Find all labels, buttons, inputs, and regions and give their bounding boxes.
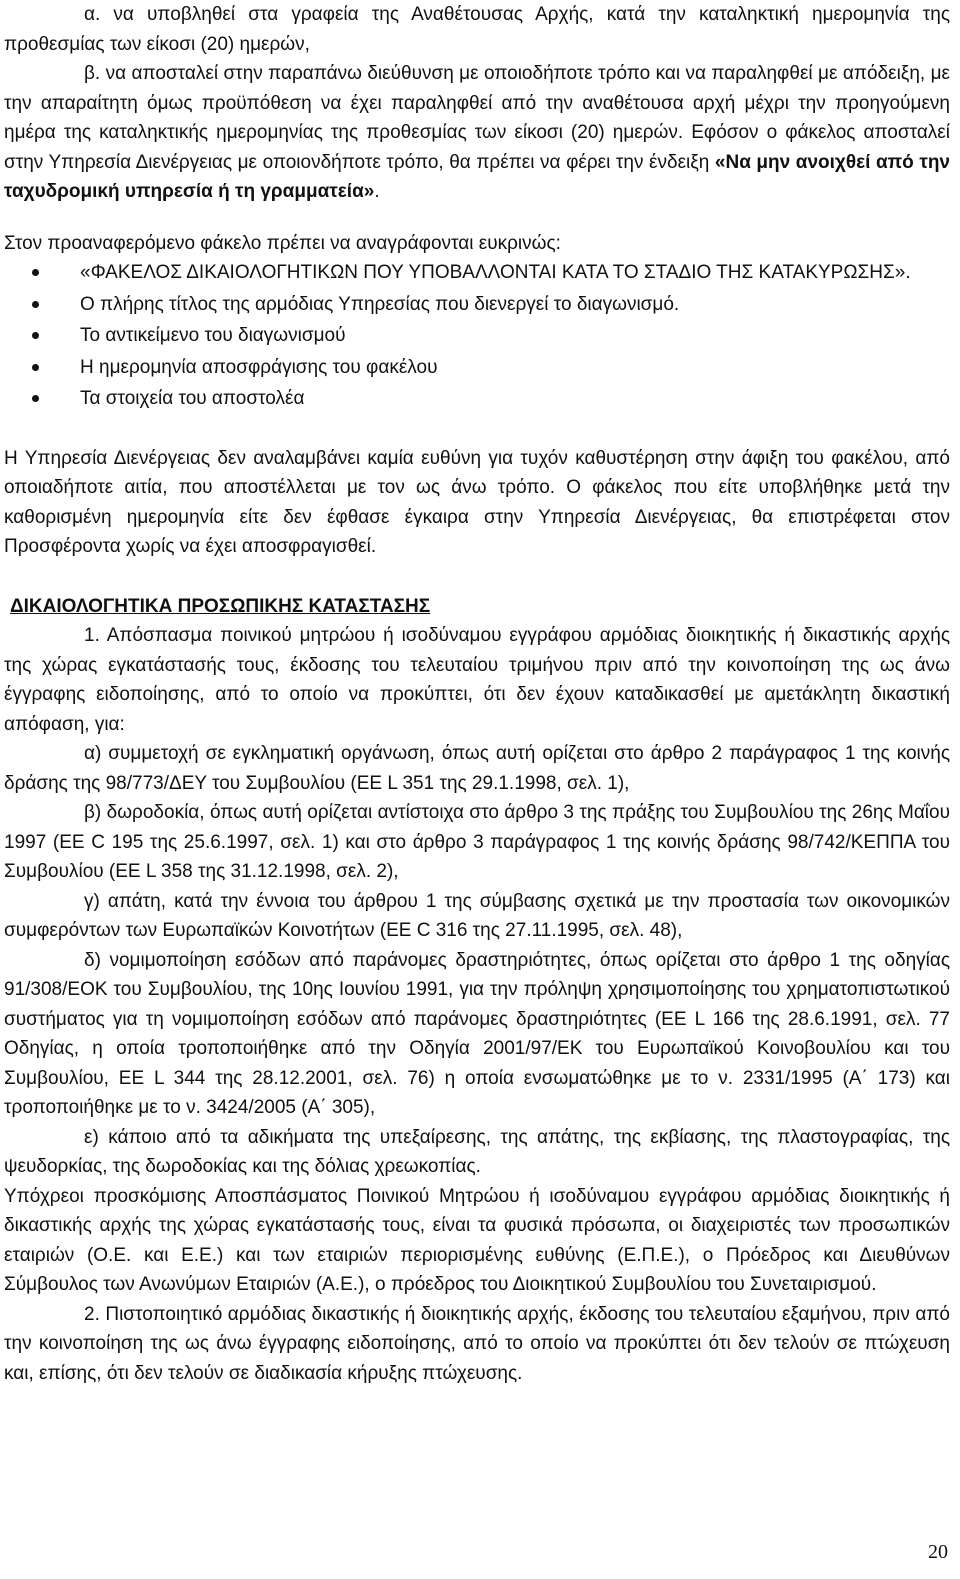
- page-number: 20: [928, 1540, 948, 1563]
- envelope-requirements-intro: Στον προαναφερόμενο φάκελο πρέπει να αναγράφονται ευκρινώς:: [4, 232, 561, 254]
- list-item: «ΦΑΚΕΛΟΣ ΔΙΚΑΙΟΛΟΓΗΤΙΚΩΝ ΠΟΥ ΥΠΟΒΑΛΛΟΝΤΑΙ ΚΑΤΑ ΤΟ ΣΤΑΔΙΟ ΤΗΣ ΚΑΤΑΚΥΡΩΣΗΣ».: [4, 258, 950, 288]
- spacer: [4, 207, 950, 229]
- spacer: [4, 562, 950, 592]
- paragraph-option-b: [4, 59, 950, 207]
- offence-item: β) δωροδοκία, όπως αυτή ορίζεται αντίστοιχα στο άρθρο 3 της πράξης του Συμβουλίου της 26ης Μαΐου 1997 (ΕΕ C 195 της 25.6.1997, σελ. 1) και στο άρθρο 3 παράγραφος 1 της κοινής δράσης 98/742/ΚΕΠΠΑ του Συμβουλίου (ΕΕ L 358 της 31.12.1998, σελ. 2),: [4, 802, 950, 882]
- section-heading: ΔΙΚΑΙΟΛΟΓΗΤΙΚΑ ΠΡΟΣΩΠΙΚΗΣ ΚΑΤΑΣΤΑΣΗΣ: [10, 595, 431, 617]
- list-item: Τα στοιχεία του αποστολέα: [4, 384, 950, 414]
- envelope-requirements-list: [4, 258, 950, 414]
- list-item: Ο πλήρης τίτλος της αρμόδιας Υπηρεσίας που διενεργεί το διαγωνισμό.: [4, 290, 950, 320]
- paragraph-option-a: α. να υποβληθεί στα γραφεία της Αναθέτουσας Αρχής, κατά την καταληκτική ημερομηνία της προθεσμίας των είκοσι (20) ημερών,: [4, 4, 950, 55]
- offence-item: γ) απάτη, κατά την έννοια του άρθρου 1 της σύμβασης σχετικά με την προστασία των οικονομικών συμφερόντων των Ευρωπαϊκών Κοινοτήτων (ΕΕ C 316 της 27.11.1995, σελ. 48),: [4, 890, 950, 941]
- numbered-paragraph-2: 2. Πιστοποιητικό αρμόδιας δικαστικής ή διοικητικής αρχής, έκδοσης του τελευταίου εξαμήνου, πριν από την κοινοποίηση της ως άνω έγγραφης ειδοποίησης, από το οποίο να προκύπτει ότι δεν τελούν σε πτώχευση και, επίσης, ότι δεν τελούν σε διαδικασία κήρυξης πτώχευσης.: [4, 1303, 950, 1384]
- paragraph-option-b-text: β. να αποσταλεί στην παραπάνω διεύθυνση με οποιοδήποτε τρόπο και να παραληφθεί με απόδειξη, με την απαραίτητη όμως προϋπόθεση να έχει παραληφθεί από την αναθέτουσα αρχή μέχρι την προηγούμενη ημέρα της καταληκτικής ημερομηνίας της προθεσμίας των είκοσι (20) ημερών. Εφόσον ο φάκελος αποσταλεί στην Υπηρεσία Διενέργειας με οποιονδήποτε τρόπο, θα πρέπει να φέρει την ένδειξη: [4, 63, 950, 173]
- numbered-paragraph-1: 1. Απόσπασμα ποινικού μητρώου ή ισοδύναμου εγγράφου αρμόδιας διοικητικής ή δικαστικής αρχής της χώρας εγκατάστασής τους, έκδοσης του τελευταίου τριμήνου πριν από την κοινοποίηση της ως άνω έγγραφης ειδοποίησης, από το οποίο να προκύπτει, ότι δεν έχουν καταδικασθεί με αμετάκλητη δικαστική απόφαση, για:: [4, 625, 950, 735]
- offence-item: ε) κάποιο από τα αδικήματα της υπεξαίρεσης, της απάτης, της εκβίασης, της πλαστογραφίας, της ψευδορκίας, της δωροδοκίας και της δόλιας χρεωκοπίας.: [4, 1126, 950, 1177]
- list-item: Το αντικείμενο του διαγωνισμού: [4, 321, 950, 351]
- paragraph-option-b-end: .: [374, 181, 380, 202]
- obligated-persons-paragraph: Υπόχρεοι προσκόμισης Αποσπάσματος Ποινικού Μητρώου ή ισοδύναμου εγγράφου αρμόδιας διοικητικής ή δικαστικής αρχής της χώρας εγκατάστασής τους, είναι τα φυσικά πρόσωπα, οι διαχειριστές των προσωπικών εταιριών (Ο.Ε. και Ε.Ε.) και των εταιριών περιορισμένης ευθύνης (Ε.Π.Ε.), ο Πρόεδρος και Διευθύνων Σύμβουλος των Ανωνύμων Εταιριών (Α.Ε.), ο πρόεδρος του Διοικητικού Συμβουλίου του Συνεταιρισμού.: [4, 1185, 950, 1295]
- liability-paragraph: Η Υπηρεσία Διενέργειας δεν αναλαμβάνει καμία ευθύνη για τυχόν καθυστέρηση στην άφιξη του φακέλου, από οποιαδήποτε αιτία, που αποστέλλεται με τον ως άνω τρόπο. Ο φάκελος που είτε υποβλήθηκε μετά την καθορισμένη ημερομηνία είτε δεν έφθασε έγκαιρα στην Υπηρεσία Διενέργειας, θα επιστρέφεται στον Προσφέροντα χωρίς να έχει αποσφραγισθεί.: [4, 447, 950, 557]
- list-item: Η ημερομηνία αποσφράγισης του φακέλου: [4, 353, 950, 383]
- envelope-warning-text: «Να μην ανοιχθεί από την ταχυδρομική υπηρεσία ή τη γραμματεία»: [4, 151, 950, 202]
- offence-item: δ) νομιμοποίηση εσόδων από παράνομες δραστηριότητες, όπως ορίζεται στο άρθρο 1 της οδηγίας 91/308/ΕΟΚ του Συμβουλίου, της 10ης Ιουνίου 1991, για την πρόληψη χρησιμοποίησης του χρηματοπιστωτικού συστήματος για τη νομιμοποίηση εσόδων από παράνομες δραστηριότητες (ΕΕ L 166 της 28.6.1991, σελ. 77 Οδηγίας, η οποία τροποποιήθηκε από την Οδηγία 2001/97/ΕΚ του Ευρωπαϊκού Κοινοβουλίου και του Συμβουλίου, ΕΕ L 344 της 28.12.2001, σελ. 76) η οποία ενσωματώθηκε με το ν. 2331/1995 (Α΄ 173) και τροποποιήθηκε με το ν. 3424/2005 (Α΄ 305),: [4, 949, 950, 1118]
- offence-item: α) συμμετοχή σε εγκληματική οργάνωση, όπως αυτή ορίζεται στο άρθρο 2 παράγραφος 1 της κοινής δράσης της 98/773/ΔΕΥ του Συμβουλίου (ΕΕ L 351 της 29.1.1998, σελ. 1),: [4, 743, 950, 794]
- spacer: [4, 414, 950, 444]
